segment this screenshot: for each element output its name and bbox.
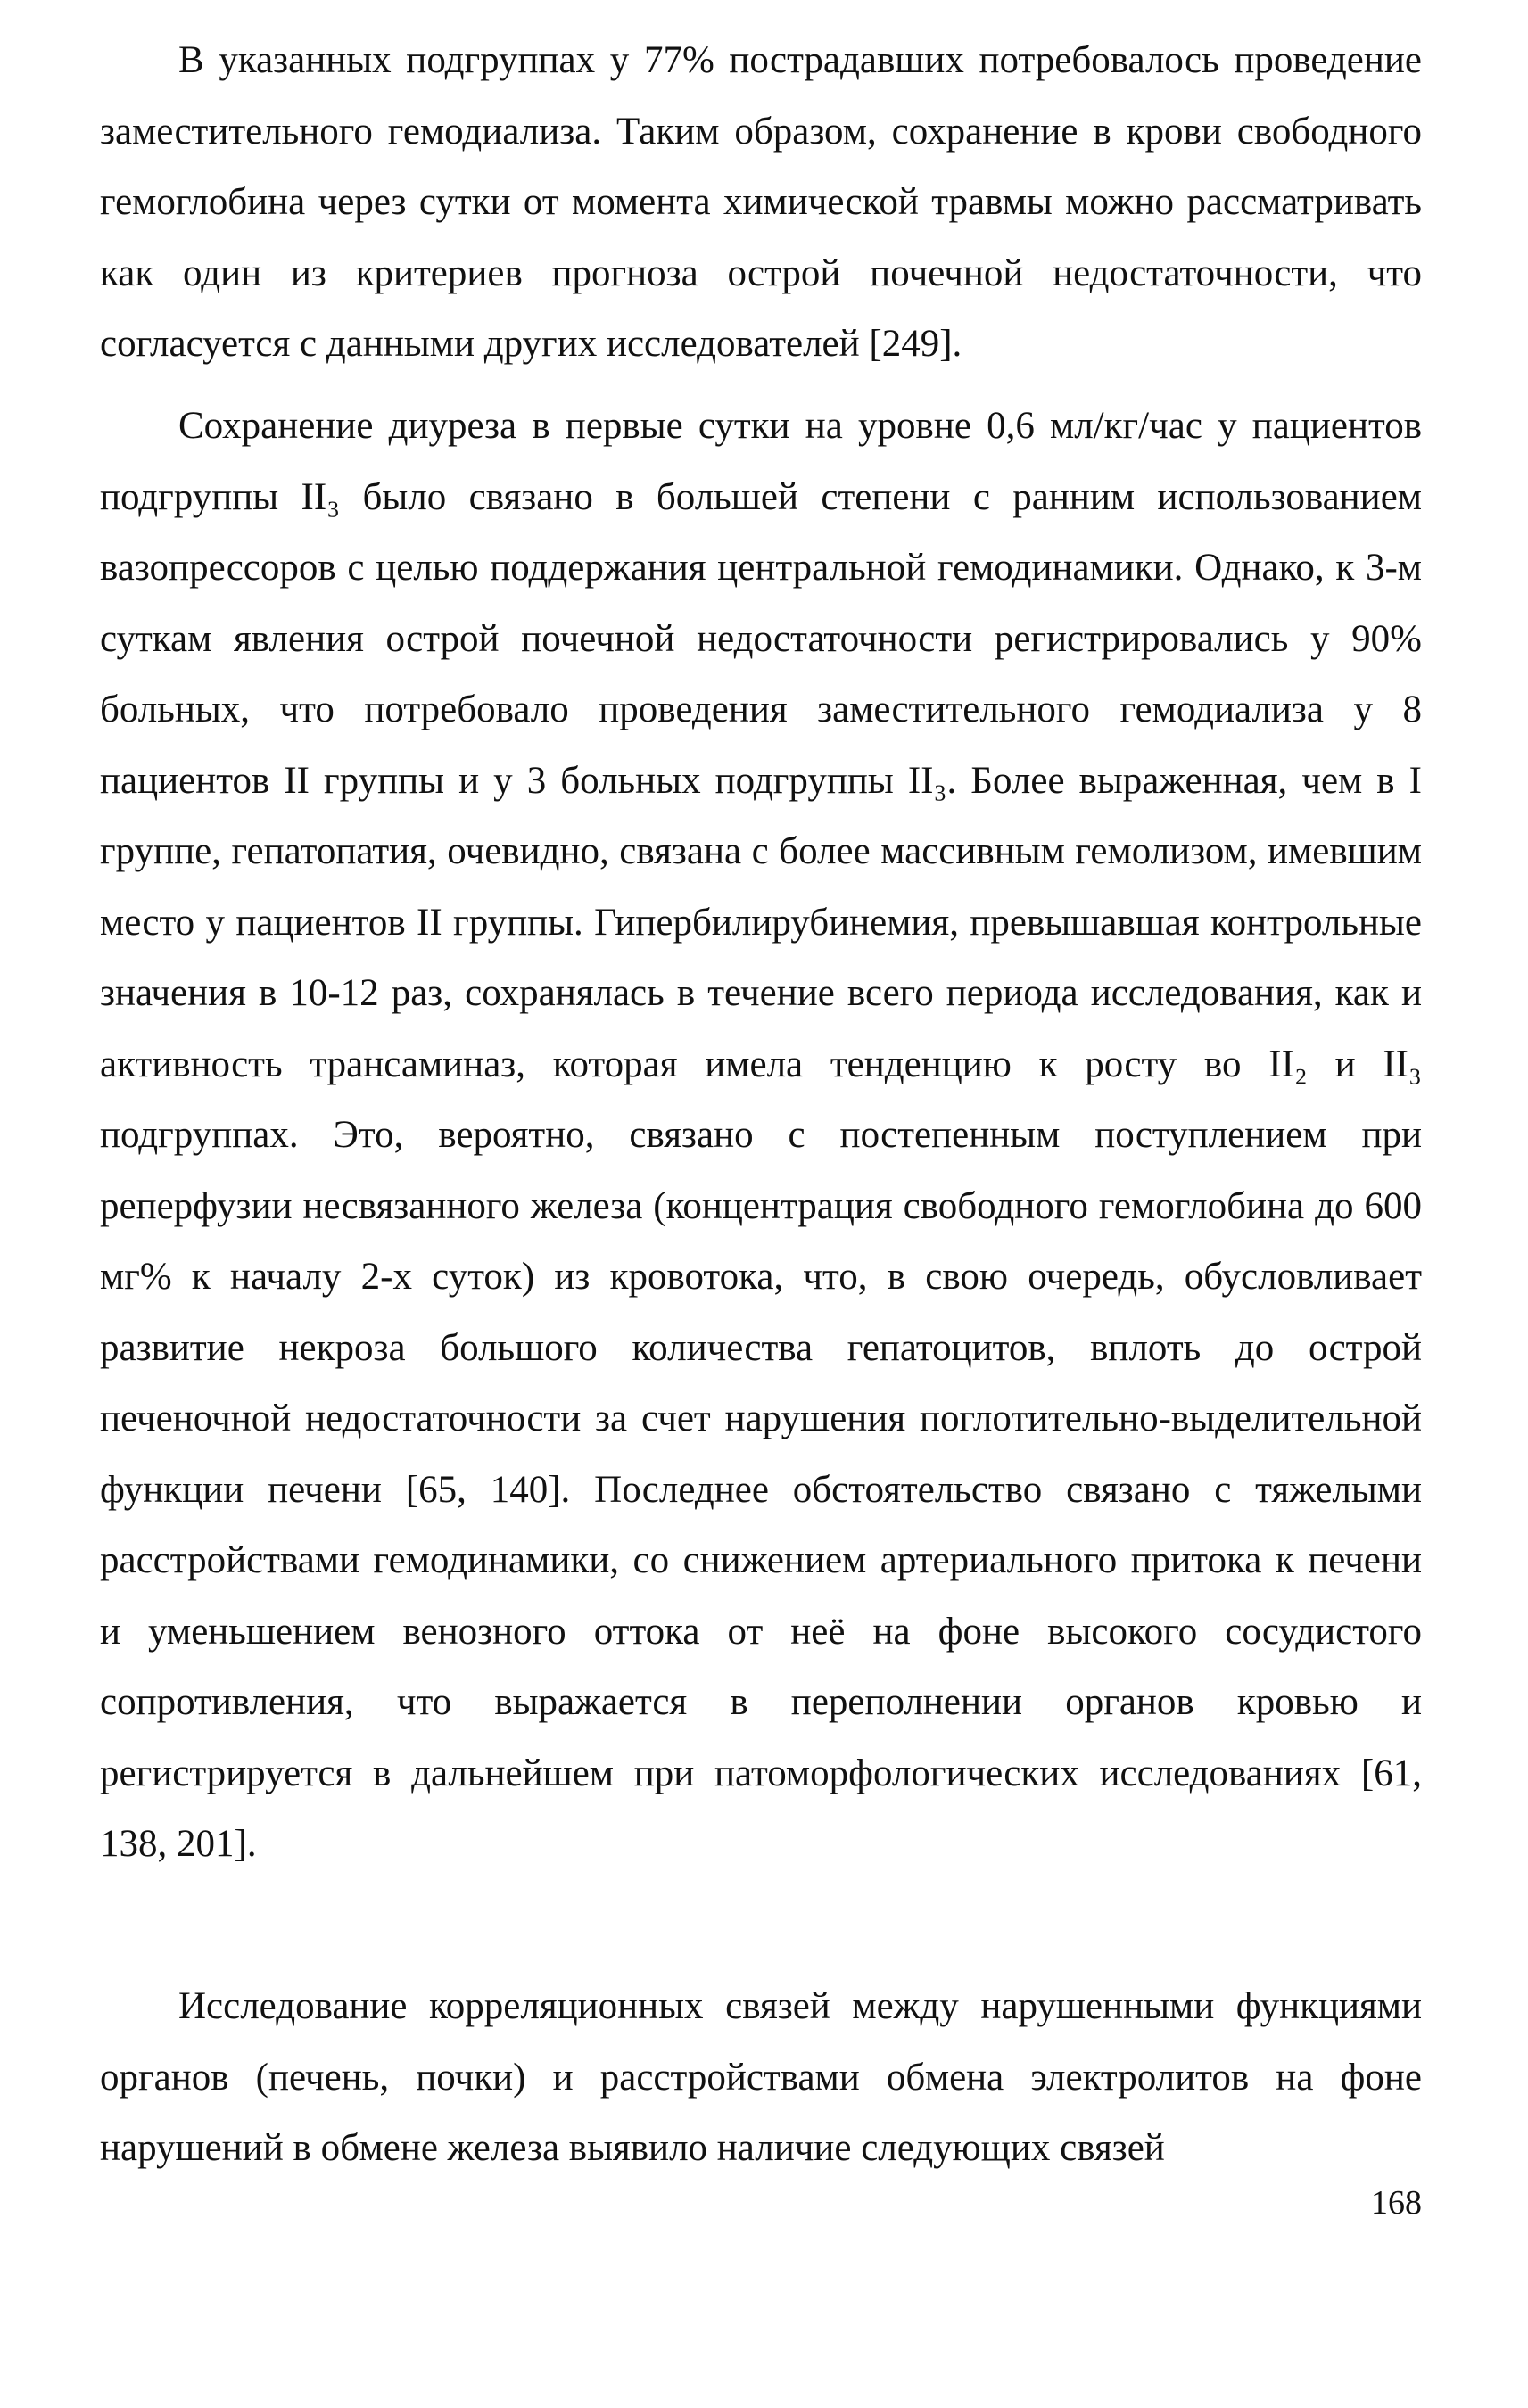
paragraph-text: Сохранение диуреза в первые сутки на уровне 0,6 мл/кг/час у пациентов подгруппы II₃ было связано в большей степени с ранним использованием вазопрессоров с целью поддержания центральной гемодинамики. Однако, к 3-м суткам явления острой почечной недостаточности регистрировались у 90% больных, что потребовало проведения заместительного гемодиализа у 8 пациентов II группы и у 3 больных подгруппы II₃. Более выраженная, чем в I группе, гепатопатия, очевидно, связана с более массивным гемолизом, имевшим место у пациентов II группы. Гипербилирубинемия, превышавшая контрольные значения в 10-12 раз, сохранялась в течение всего периода исследования, как и активность трансаминаз, которая имела тенденцию к росту во II₂ и II₃ подгруппах. Это, вероятно, связано с постепенным поступлением при реперфузии несвязанного железа (концентрация свободного гемоглобина до 600 мг% к началу 2-х суток) из кровотока, что, в свою очередь, обусловливает развитие некроза большого количества гепатоцитов, вплоть до острой печеночной недостаточности за счет нарушения поглотительно-выделительной функции печени [65, 140]. Последнее обстоятельство связано с тяжелыми расстройствами гемодинамики, со снижением артериального притока к печени и уменьшением венозного оттока от неё на фоне высокого сосудистого сопротивления, что выражается в переполнении органов кровью и регистрируется в дальнейшем при патоморфологических исследованиях [61, 138, 201]. bbox=[100, 405, 1422, 1865]
paragraph-text: Исследование корреляционных связей между нарушенными функциями органов (печень, почки) и расстройствами обмена электролитов на фоне нарушений в обмене железа выявило наличие следующих связей bbox=[100, 1985, 1422, 2169]
paragraph-text: В указанных подгруппах у 77% пострадавших потребовалось проведение заместительного гемодиализа. Таким образом, сохранение в крови свободного гемоглобина через сутки от момента химической травмы можно рассматривать как один из критериев прогноза острой почечной недостаточности, что согласуется с данными других исследователей [249]. bbox=[100, 39, 1422, 365]
paragraph-1 bbox=[100, 25, 1422, 380]
paragraph-2 bbox=[100, 391, 1422, 1880]
page-number: 168 bbox=[1371, 2184, 1422, 2222]
paragraph-3 bbox=[100, 1971, 1422, 2184]
